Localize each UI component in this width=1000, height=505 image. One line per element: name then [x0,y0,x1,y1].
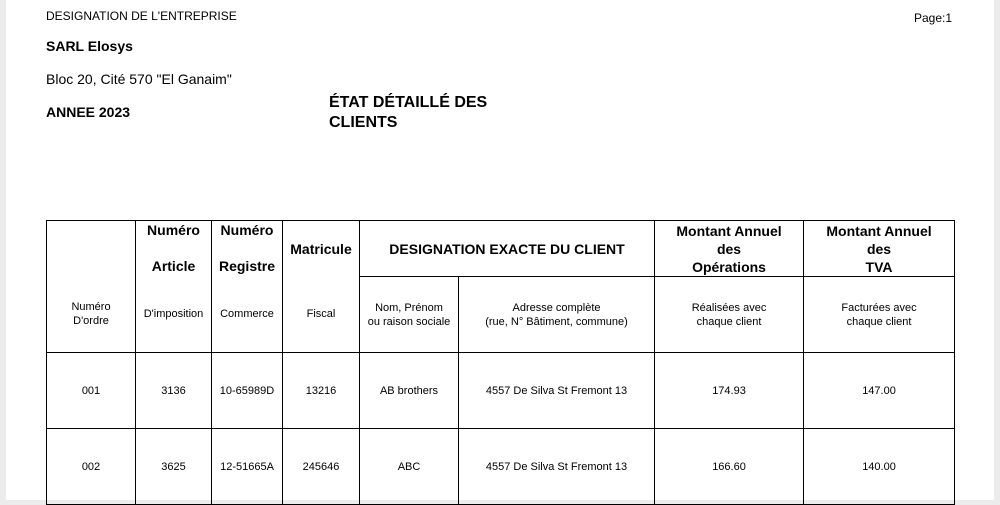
page-number: Page:1 [914,11,953,25]
header-numero-article-line2: Article [151,258,196,274]
clients-table [46,220,955,505]
subheader-tva-line2: chaque client [846,315,912,328]
cell-tva: 140.00 [804,429,955,505]
header-numero-article [136,221,212,277]
header-numero-registre-line2: Registre [218,258,276,274]
cell-operations: 166.60 [655,429,804,505]
cell-operations: 174.93 [655,353,804,429]
subheader-ordre-line1: Numéro [71,301,111,314]
header-numero-registre [212,221,283,277]
header-montant-operations-line2: des [716,240,742,257]
subheader-fiscal: Fiscal [283,277,360,353]
subheader-tva [804,277,955,353]
cell-registre: 12-51665A [212,429,283,505]
header-montant-operations-line1: Montant Annuel [676,222,782,239]
header-montant-tva-line1: Montant Annuel [826,222,932,239]
header-ordre-top [47,221,136,277]
document-title-line2: CLIENTS [329,114,398,131]
cell-tva: 147.00 [804,353,955,429]
company-caption: DESIGNATION DE L'ENTREPRISE [46,9,237,23]
subheader-adresse-line1: Adresse complète [512,301,601,314]
subheader-nom-line2: ou raison sociale [367,315,451,328]
subheader-adresse-line2: (rue, N° Bâtiment, commune) [485,315,628,328]
company-name: SARL Elosys [46,38,133,54]
cell-registre: 10-65989D [212,353,283,429]
header-row-top [47,221,955,277]
subheader-imposition: D'imposition [136,277,212,353]
subheader-ordre-line2: D'ordre [73,315,109,328]
header-montant-operations-line3: Opérations [692,258,766,275]
subheader-nom [360,277,459,353]
subheader-commerce: Commerce [212,277,283,353]
cell-nom: AB brothers [360,353,459,429]
header-designation: DESIGNATION EXACTE DU CLIENT [360,221,655,277]
cell-ordre: 001 [47,353,136,429]
cell-nom: ABC [360,429,459,505]
subheader-adresse [459,277,655,353]
header-montant-tva [804,221,955,277]
document-title-line1: ÉTAT DÉTAILLÉ DES [329,94,488,111]
table-row [47,429,955,505]
fiscal-year: ANNEE 2023 [46,104,131,120]
cell-article: 3136 [136,353,212,429]
cell-ordre: 002 [47,429,136,505]
header-montant-tva-line3: TVA [865,258,893,275]
cell-adresse: 4557 De Silva St Fremont 13 [459,429,655,505]
subheader-tva-line1: Facturées avec [841,301,917,314]
cell-adresse: 4557 De Silva St Fremont 13 [459,353,655,429]
header-montant-tva-line2: des [866,240,892,257]
company-address: Bloc 20, Cité 570 "El Ganaim" [46,71,232,87]
document-page [6,0,994,500]
subheader-ordre [47,277,136,353]
cell-matricule: 245646 [283,429,360,505]
header-matricule: Matricule [283,221,360,277]
header-montant-operations [655,221,804,277]
header-numero-registre-line1: Numéro [220,222,274,238]
table-row [47,353,955,429]
cell-matricule: 13216 [283,353,360,429]
header-row-sub [47,277,955,353]
subheader-operations-line2: chaque client [696,315,762,328]
subheader-operations [655,277,804,353]
cell-article: 3625 [136,429,212,505]
subheader-operations-line1: Réalisées avec [691,301,767,314]
subheader-nom-line1: Nom, Prénom [375,301,443,314]
header-numero-article-line1: Numéro [147,222,200,238]
document-title [329,93,529,133]
